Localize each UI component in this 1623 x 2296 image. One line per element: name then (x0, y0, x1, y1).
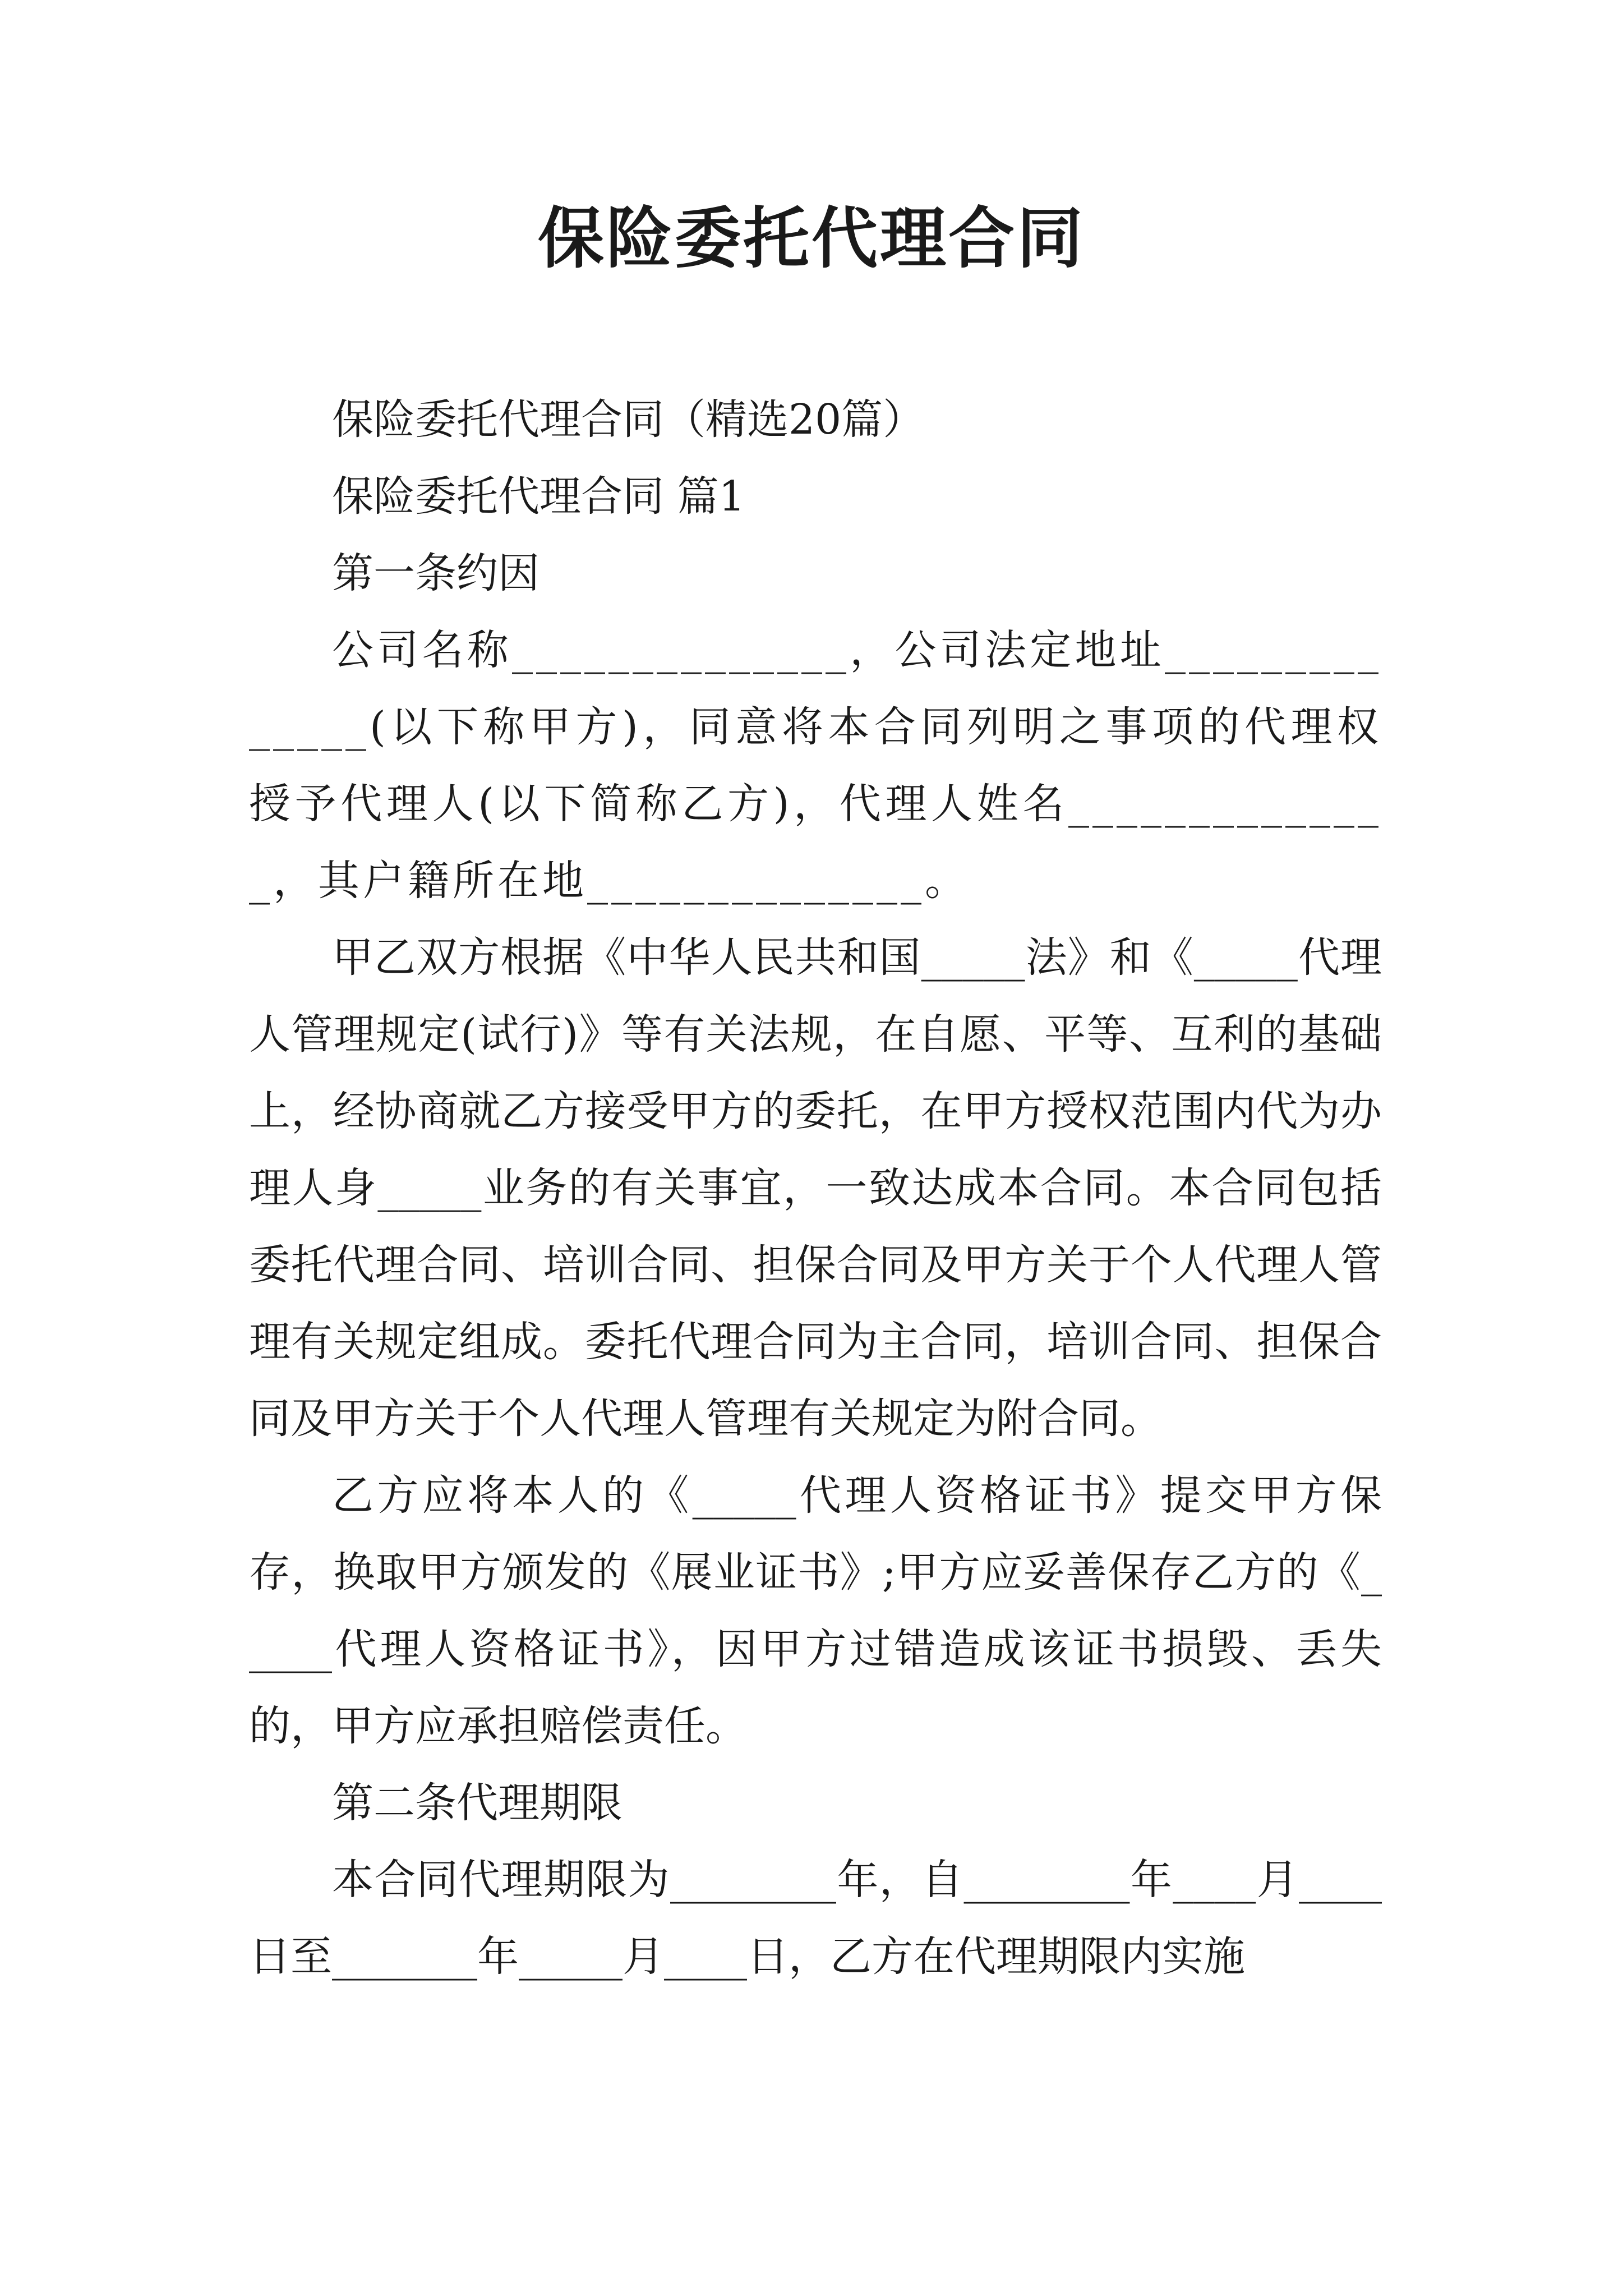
paragraph-certificate: 乙方应将本人的《_____代理人资格证书》提交甲方保存，换取甲方颁发的《展业证书》;甲方应妥善保存乙方的《_____代理人资格证书》，因甲方过错造成该证书损毁、丢失的，甲方应承担赔偿责任。 (249, 1471, 1382, 1750)
paragraph-basis: 甲乙双方根据《中华人民共和国_____法》和《_____代理人管理规定(试行)》等有关法规，在自愿、平等、互利的基础上，经协商就乙方接受甲方的委托，在甲方授权范围内代为办理人身_____业务的有关事宜，一致达成本合同。本合同包括委托代理合同、培训合同、担保合同及甲方关于个人代理人管理有关规定组成。委托代理合同为主合同，培训合同、担保合同及甲方关于个人代理人管理有关规定为附合同。 (249, 933, 1382, 1443)
paragraph-parties: 公司名称______________，公司法定地址______________(以下称甲方)，同意将本合同列明之事项的代理权授予代理人(以下简称乙方)，代理人姓名______________，其户籍所在地______________。 (249, 626, 1382, 905)
paragraph-subtitle: 保险委托代理合同（精选20篇） (332, 395, 925, 444)
document-body (249, 381, 1382, 1995)
paragraph-article-2-heading: 第二条代理期限 (332, 1779, 623, 1827)
paragraph-article-1-heading: 第一条约因 (332, 549, 540, 597)
paragraph-term: 本合同代理期限为________年，自________年____月____日至_______年_____月____日，乙方在代理期限内实施 (249, 1856, 1382, 1981)
document-title: 保险委托代理合同 (537, 199, 1085, 277)
paragraph-section-heading: 保险委托代理合同 篇1 (332, 472, 745, 521)
